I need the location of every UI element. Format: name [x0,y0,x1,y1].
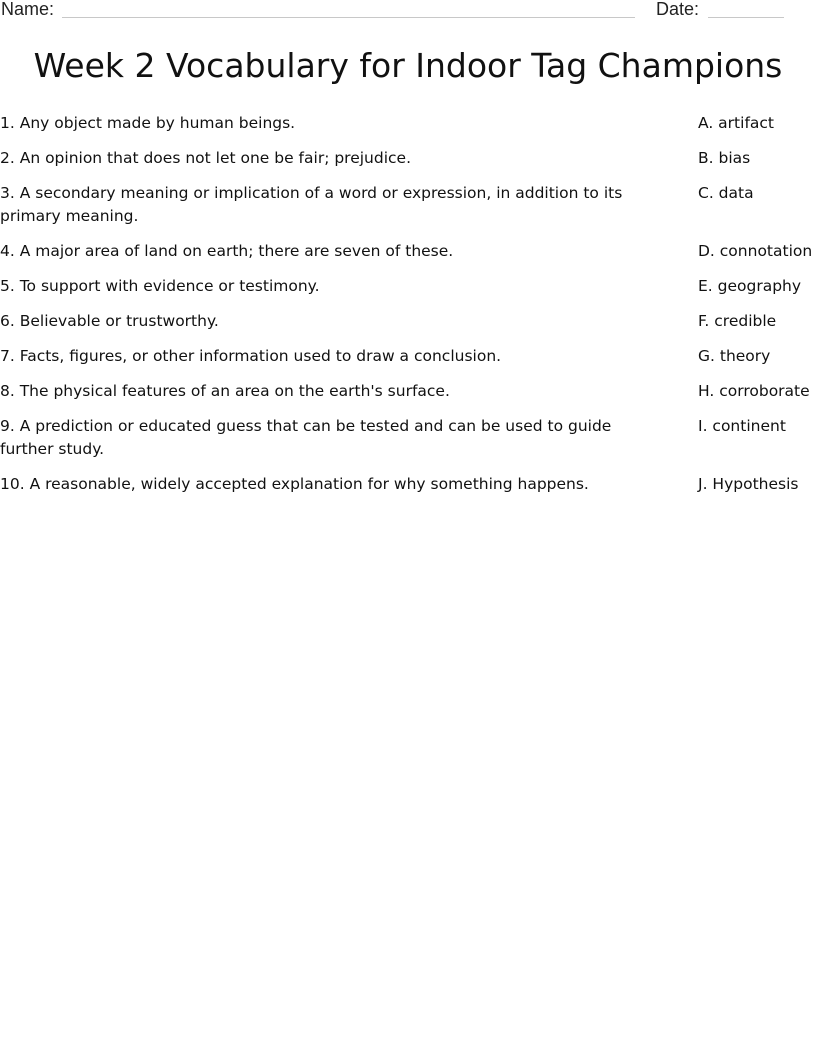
name-blank-line[interactable] [62,17,635,18]
answer-option: H. corroborate [698,382,810,400]
question-text: 5. To support with evidence or testimony. [0,277,320,295]
question-row [0,473,816,496]
answer-option: I. continent [698,417,786,435]
answer-option: D. connotation [698,242,813,260]
question-row [0,380,816,403]
date-label: Date: [656,0,700,19]
name-label: Name: [1,0,55,19]
question-text: 9. A prediction or educated guess that can be tested and can be used to guide further study. [0,417,612,458]
date-blank-line[interactable] [708,17,784,18]
answer-option: C. data [698,184,754,202]
answer-option: A. artifact [698,114,774,132]
question-row [0,415,816,461]
question-row [0,240,816,263]
question-text: 1. Any object made by human beings. [0,114,296,132]
answer-option: F. credible [698,312,777,330]
question-row [0,112,816,135]
question-row [0,147,816,170]
answer-option: B. bias [698,149,751,167]
answer-option: J. Hypothesis [698,475,799,493]
question-text: 6. Believable or trustworthy. [0,312,219,330]
question-row [0,345,816,368]
worksheet-header [0,0,816,22]
question-row [0,310,816,333]
question-text: 4. A major area of land on earth; there are seven of these. [0,242,454,260]
question-list [0,112,816,508]
answer-option: E. geography [698,277,802,295]
question-text: 3. A secondary meaning or implication of a word or expression, in addition to its primary meaning. [0,184,623,225]
question-text: 10. A reasonable, widely accepted explanation for why something happens. [0,475,589,493]
answer-option: G. theory [698,347,771,365]
question-text: 8. The physical features of an area on the earth's surface. [0,382,450,400]
question-row [0,182,816,228]
question-text: 7. Facts, figures, or other information used to draw a conclusion. [0,347,502,365]
question-row [0,275,816,298]
page-title: Week 2 Vocabulary for Indoor Tag Champions [33,46,783,85]
question-text: 2. An opinion that does not let one be fair; prejudice. [0,149,412,167]
